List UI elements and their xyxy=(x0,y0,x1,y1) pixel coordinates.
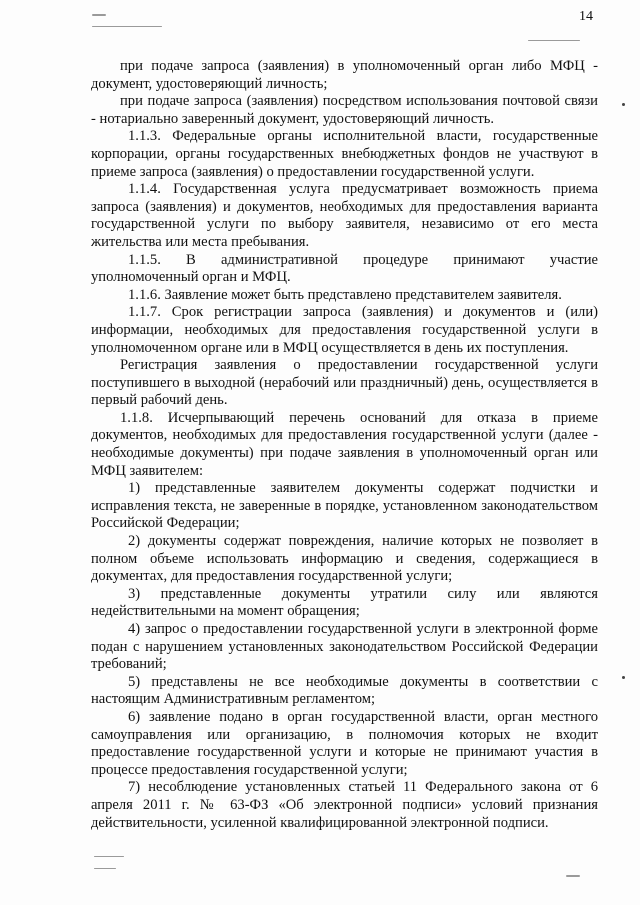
page-number: 14 xyxy=(579,9,593,24)
paragraph: 1.1.4. Государственная услуга предусматривает возможность приема запроса (заявления) и документов, необходимых для предоставления варианта государственной услуги по выбору заявителя, независимо от его места жительства или места пребывания. xyxy=(91,181,598,250)
scan-noise xyxy=(92,14,106,16)
paragraph: 1.1.8. Исчерпывающий перечень оснований для отказа в приеме документов, необходимых для предоставления государственной услуги (далее - необходимые документы) при подаче заявления в уполномоченный орган или МФЦ заявителем: xyxy=(91,409,598,479)
paragraph: 1.1.7. Срок регистрации запроса (заявления) и документов и (или) информации, необходимых для предоставления государственной услуги в уполномоченном органе или в МФЦ осуществляется в день их поступления. xyxy=(91,304,598,356)
list-item: 1) представленные заявителем документы содержат подчистки и исправления текста, не заверенные в порядке, установленном законодательством Российской Федерации; xyxy=(91,480,598,532)
scan-noise xyxy=(622,103,625,106)
list-item: 4) запрос о предоставлении государственной услуги в электронной форме подан с нарушением установленных законодательством Российской Федерации требований; xyxy=(91,621,598,673)
scan-noise xyxy=(94,868,116,869)
list-item: 2) документы содержат повреждения, наличие которых не позволяет в полном объеме использовать информацию и сведения, содержащиеся в документах, для предоставления государственной услуги; xyxy=(91,533,598,585)
scan-noise xyxy=(528,40,580,41)
list-item: 5) представлены не все необходимые документы в соответствии с настоящим Административным регламентом; xyxy=(91,673,598,708)
scan-noise xyxy=(92,26,162,27)
scan-noise xyxy=(566,875,580,877)
paragraph: Регистрация заявления о предоставлении государственной услуги поступившего в выходной (нерабочий или праздничный) день, осуществляется в первый рабочий день. xyxy=(91,357,598,409)
document-body xyxy=(91,58,598,832)
list-item: 7) несоблюдение установленных статьей 11 Федерального закона от 6 апреля 2011 г. № 63-ФЗ «Об электронной подписи» условий признания действительности, усиленной квалифицированной электронной подписи. xyxy=(91,779,598,831)
scan-noise xyxy=(622,676,625,679)
list-item: 3) представленные документы утратили силу или являются недействительными на момент обращения; xyxy=(91,585,598,620)
paragraph: 1.1.3. Федеральные органы исполнительной власти, государственные корпорации, органы государственных внебюджетных фондов не участвуют в приеме запроса (заявления) о предоставлении государственной услуги. xyxy=(91,128,598,180)
paragraph: при подаче запроса (заявления) в уполномоченный орган либо МФЦ - документ, удостоверяющий личность; xyxy=(91,58,598,92)
paragraph: 1.1.6. Заявление может быть представлено представителем заявителя. xyxy=(128,286,562,303)
list-item: 6) заявление подано в орган государственной власти, орган местного самоуправления или организацию, в полномочия которых не входит предоставление государственной услуги и которые не принимают участия в процессе предоставления государственной услуги; xyxy=(91,708,598,778)
scan-noise xyxy=(94,856,124,857)
paragraph: 1.1.5. В административной процедуре принимают участие уполномоченный орган и МФЦ. xyxy=(91,251,598,286)
paragraph: при подаче запроса (заявления) посредством использования почтовой связи - нотариально заверенный документ, удостоверяющий личность. xyxy=(91,93,598,127)
